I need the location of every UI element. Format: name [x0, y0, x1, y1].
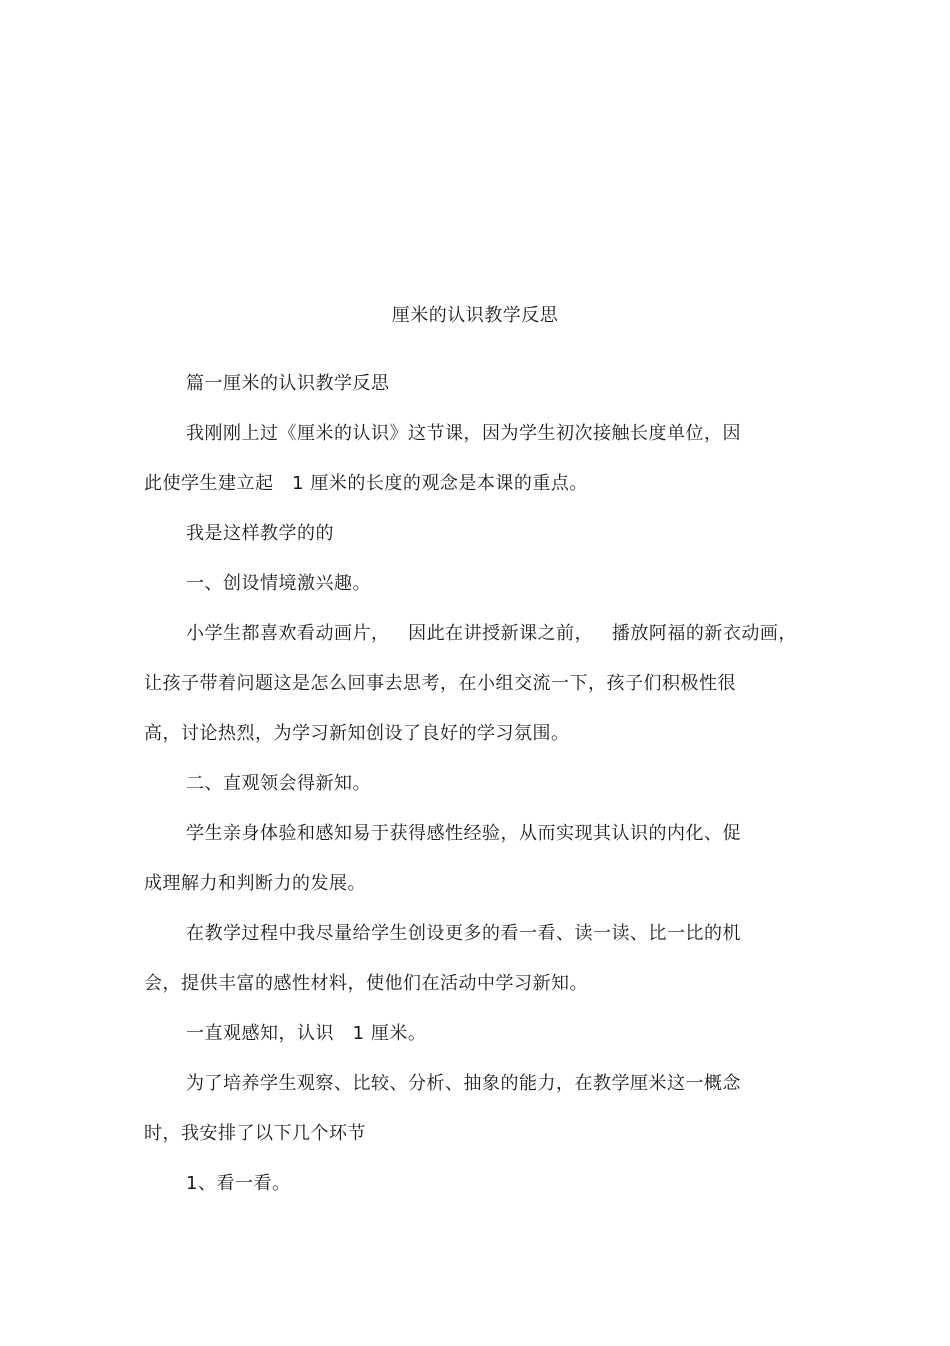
- section-heading: 一、创设情境激兴趣。: [186, 573, 371, 594]
- section-heading: 二、直观领会得新知。: [186, 773, 371, 794]
- paragraph-line: 在教学过程中我尽量给学生创设更多的看一看、读一读、比一比的机: [186, 923, 741, 944]
- paragraph-line: 我是这样教学的的: [186, 523, 334, 544]
- section-heading: 一直观感知，认识 1 厘米。: [186, 1023, 427, 1044]
- section-heading: 篇一厘米的认识教学反思: [186, 373, 390, 394]
- paragraph-line: 让孩子带着问题这是怎么回事去思考，在小组交流一下，孩子们积极性很: [144, 673, 736, 694]
- page-title: 厘米的认识教学反思: [391, 305, 559, 326]
- list-item: 1、看一看。: [186, 1173, 291, 1194]
- paragraph-line: 小学生都喜欢看动画片， 因此在讲授新课之前， 播放阿福的新衣动画，: [186, 623, 797, 644]
- paragraph-line: 会，提供丰富的感性材料，使他们在活动中学习新知。: [144, 973, 588, 994]
- paragraph-line: 我刚刚上过《厘米的认识》这节课，因为学生初次接触长度单位，因: [186, 423, 741, 444]
- paragraph-line: 成理解力和判断力的发展。: [144, 873, 366, 894]
- paragraph-line: 时，我安排了以下几个环节: [144, 1123, 366, 1144]
- paragraph-line: 高，讨论热烈，为学习新知创设了良好的学习氛围。: [144, 723, 570, 744]
- paragraph-line: 为了培养学生观察、比较、分析、抽象的能力，在教学厘米这一概念: [186, 1073, 741, 1094]
- paragraph-line: 此使学生建立起 1 厘米的长度的观念是本课的重点。: [144, 473, 588, 494]
- paragraph-line: 学生亲身体验和感知易于获得感性经验，从而实现其认识的内化、促: [186, 823, 741, 844]
